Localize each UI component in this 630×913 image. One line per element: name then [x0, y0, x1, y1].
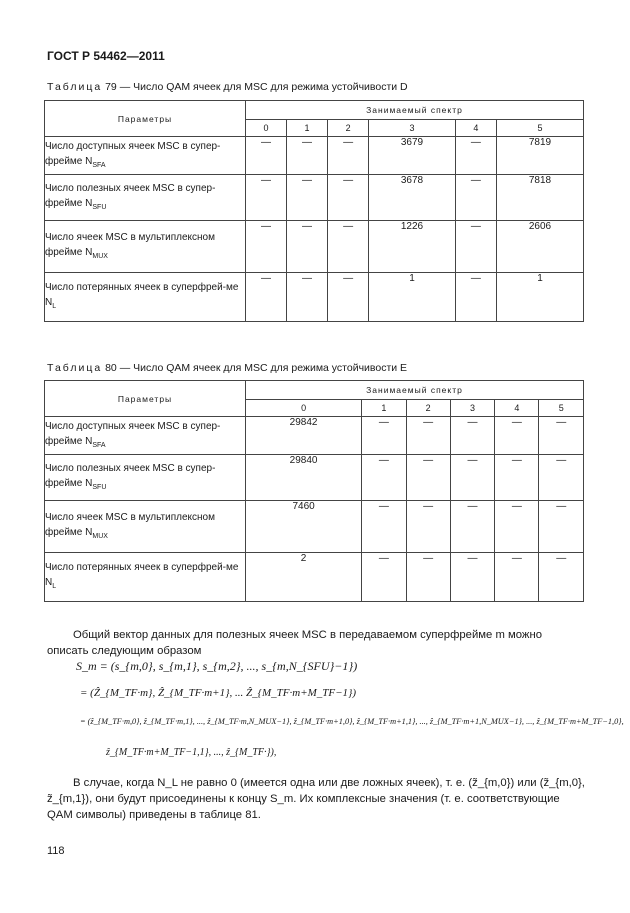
table80-caption-word: Таблица	[47, 362, 103, 374]
table-row	[45, 501, 584, 553]
table-cell: —	[539, 501, 584, 553]
table-cell: —	[450, 417, 494, 455]
table-cell: —	[539, 417, 584, 455]
table79-spectrum-header: Занимаемый спектр	[246, 101, 584, 120]
table79-spectrum-col: 5	[496, 120, 583, 137]
table-row-label: Число потерянных ячеек в суперфрей-ме $N_L$	[45, 553, 246, 602]
table-row-label: Число полезных ячеек MSC в супер-фрейме $N_{SFU}$	[45, 455, 246, 501]
table-cell: 3679	[369, 137, 456, 175]
table-cell: —	[287, 175, 328, 221]
table79-caption-text: 79 — Число QAM ячеек для MSC для режима устойчивости D	[105, 81, 408, 93]
table80-spectrum-col: 0	[246, 400, 362, 417]
table-row-label: Число доступных ячеек MSC в супер-фрейме $N_{SFA}$	[45, 417, 246, 455]
table-cell: —	[406, 501, 450, 553]
table-cell: —	[328, 175, 369, 221]
table-row	[45, 455, 584, 501]
table-row	[45, 175, 584, 221]
table-cell: —	[362, 501, 406, 553]
table79	[44, 100, 584, 322]
equation-z-elements-continued: ẑ_{M_TF·m+M_TF−1,1}, ..., ẑ_{M_TF·}),	[106, 747, 277, 758]
table-cell: 2606	[496, 221, 583, 273]
table-cell: —	[450, 501, 494, 553]
table-cell: —	[362, 417, 406, 455]
table-cell: —	[455, 175, 496, 221]
table-cell: —	[246, 175, 287, 221]
paragraph-data-vector: Общий вектор данных для полезных ячеек MSC в передаваемом суперфрейме m можно описать следующим образом	[47, 629, 542, 657]
table-cell: —	[287, 221, 328, 273]
table-cell: —	[287, 137, 328, 175]
table-cell: —	[406, 417, 450, 455]
table-cell: 7460	[246, 501, 362, 553]
paragraph-lost-cells: В случае, когда N_L не равно 0 (имеется одна или две ложных ячеек), т. е. (z̃_{m,0}) или (z̃_{m,0}, z̃_{m,1}), они будут присоединены к концу S_m. Их комплексные значения (т. е. соответствующие QAM символы) приведены в таблице 81.	[47, 777, 585, 821]
table80-param-header: Параметры	[45, 381, 246, 417]
table-cell: —	[495, 455, 539, 501]
table80-spectrum-header: Занимаемый спектр	[246, 381, 584, 400]
table80	[44, 380, 584, 602]
table-cell: 2	[246, 553, 362, 602]
document-header: ГОСТ Р 54462—2011	[47, 49, 165, 63]
table-row-label: Число доступных ячеек MSC в супер-фрейме $N_{SFA}$	[45, 137, 246, 175]
page-number: 118	[47, 845, 65, 857]
table-cell: —	[246, 273, 287, 322]
table-cell: 1	[369, 273, 456, 322]
table-row-label: Число полезных ячеек MSC в супер-фрейме $N_{SFU}$	[45, 175, 246, 221]
table-cell: —	[455, 273, 496, 322]
table79-spectrum-col: 3	[369, 120, 456, 137]
table-row-label: Число ячеек MSC в мультиплексном фрейме $N_{MUX}$	[45, 221, 246, 273]
table-cell: —	[406, 455, 450, 501]
table-row	[45, 137, 584, 175]
table80-spectrum-col: 5	[539, 400, 584, 417]
table-cell: —	[539, 553, 584, 602]
table-cell: —	[539, 455, 584, 501]
table79-param-header: Параметры	[45, 101, 246, 137]
table79-spectrum-col: 4	[455, 120, 496, 137]
table-cell: —	[495, 417, 539, 455]
table-row	[45, 221, 584, 273]
table-cell: —	[328, 273, 369, 322]
table-cell: 3678	[369, 175, 456, 221]
table-row	[45, 273, 584, 322]
equation-z-vector: = (Ẑ_{M_TF·m}, Ẑ_{M_TF·m+1}, ... Ẑ_{M_TF·m+M_TF−1})	[80, 687, 357, 699]
table79-spectrum-col: 1	[287, 120, 328, 137]
table79-spectrum-col: 2	[328, 120, 369, 137]
table80-spectrum-col: 3	[450, 400, 494, 417]
table-cell: —	[455, 221, 496, 273]
table-cell: —	[495, 501, 539, 553]
table-cell: —	[362, 455, 406, 501]
table79-caption	[47, 81, 408, 93]
table80-spectrum-col: 1	[362, 400, 406, 417]
table-cell: —	[450, 553, 494, 602]
table-row	[45, 417, 584, 455]
table-cell: —	[495, 553, 539, 602]
table-cell: 7819	[496, 137, 583, 175]
table-cell: 29840	[246, 455, 362, 501]
table-cell: 29842	[246, 417, 362, 455]
table80-caption	[47, 362, 407, 374]
equation-sm-definition: S_m = (s_{m,0}, s_{m,1}, s_{m,2}, ..., s_{m,N_{SFU}−1})	[76, 659, 358, 673]
table79-spectrum-col: 0	[246, 120, 287, 137]
table-cell: 7818	[496, 175, 583, 221]
table-row-label: Число потерянных ячеек в суперфрей-ме $N_L$	[45, 273, 246, 322]
table-cell: —	[450, 455, 494, 501]
table-cell: —	[362, 553, 406, 602]
equation-z-elements: = (ẑ_{M_TF·m,0}, ẑ_{M_TF·m,1}, ..., ẑ_{M_TF·m,N_MUX−1}, ẑ_{M_TF·m+1,0}, ẑ_{M_TF·m+1,1}, ..., ẑ_{M_TF·m+1,N_MUX−1}, ..., ẑ_{M_TF·m+M_TF−1,0},	[80, 717, 624, 726]
table-cell: 1226	[369, 221, 456, 273]
table79-caption-word: Таблица	[47, 81, 103, 93]
table-cell: —	[455, 137, 496, 175]
table80-spectrum-col: 2	[406, 400, 450, 417]
table-row-label: Число ячеек MSC в мультиплексном фрейме $N_{MUX}$	[45, 501, 246, 553]
table-cell: 1	[496, 273, 583, 322]
table-cell: —	[287, 273, 328, 322]
table-cell: —	[246, 221, 287, 273]
table-cell: —	[328, 137, 369, 175]
table-cell: —	[328, 221, 369, 273]
table-row	[45, 553, 584, 602]
table80-caption-text: 80 — Число QAM ячеек для MSC для режима устойчивости E	[105, 362, 408, 374]
table80-spectrum-col: 4	[495, 400, 539, 417]
table-cell: —	[406, 553, 450, 602]
table-cell: —	[246, 137, 287, 175]
